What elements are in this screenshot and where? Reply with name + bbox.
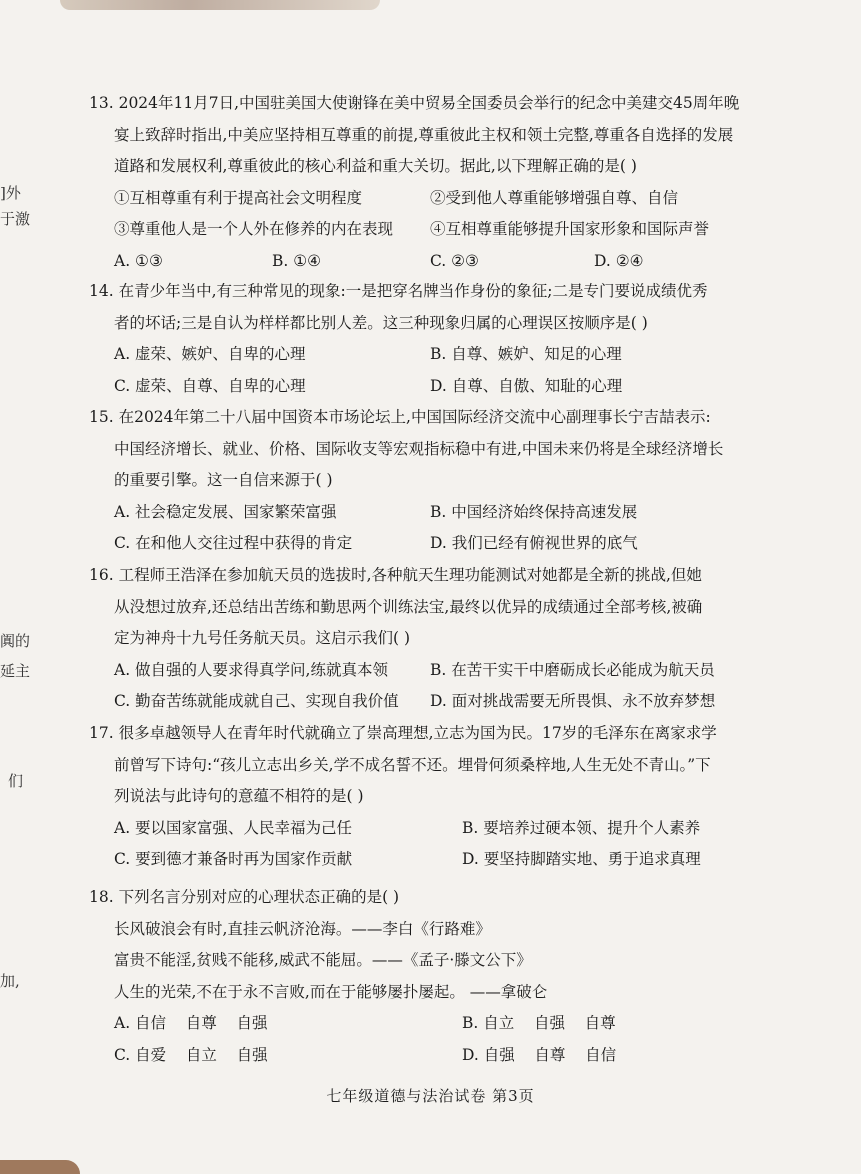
- question-stem-line: 的重要引擎。这一自信来源于( ): [114, 471, 333, 489]
- option-c: C. 虚荣、自尊、自卑的心理: [114, 376, 306, 395]
- question-18: [89, 882, 739, 1071]
- option-c: C. 要到德才兼备时再为国家作贡献: [114, 850, 353, 868]
- option-b: B. 在苦干实干中磨砺成长必能成为航天员: [430, 660, 715, 679]
- question-stem-line: 前曾写下诗句:“孩儿立志出乡关,学不成名誓不还。埋骨何须桑梓地,人生无处不青山。”下: [114, 755, 711, 774]
- question-stem-line: 列说法与此诗句的意蕴不相符的是( ): [114, 787, 364, 805]
- statement-2: ②受到他人尊重能够增强自尊、自信: [430, 188, 679, 207]
- margin-fragment: 们: [8, 772, 24, 790]
- question-stem-line: 14. 在青少年当中,有三种常见的现象:一是把穿名牌当作身份的象征;二是专门要说成绩优秀: [89, 282, 708, 300]
- question-stem-line: 道路和发展权利,尊重彼此的核心利益和重大关切。据此,以下理解正确的是( ): [114, 157, 637, 175]
- question-stem-line: 13. 2024年11月7日,中国驻美国大使谢锋在美中贸易全国委员会举行的纪念中美建交45周年晚: [89, 94, 740, 112]
- option-b: B. 中国经济始终保持高速发展: [430, 502, 638, 521]
- quote-line: 人生的光荣,不在于永不言败,而在于能够屡扑屡起。 ——拿破仑: [114, 982, 548, 1001]
- question-stem-line: 宴上致辞时指出,中美应坚持相互尊重的前提,尊重彼此主权和领土完整,尊重各自选择的发展: [114, 125, 734, 144]
- option-a: A. 做自强的人要求得真学问,练就真本领: [114, 660, 388, 679]
- option-a: A. 社会稳定发展、国家繁荣富强: [114, 502, 337, 521]
- paper-edge-shadow: [60, 0, 380, 10]
- margin-fragment: 延主: [0, 662, 31, 680]
- page-footer: 七年级道德与法治试卷 第3页: [326, 1087, 535, 1105]
- question-stem-line: 从没想过放弃,还总结出苦练和勤思两个训练法宝,最终以优异的成绩通过全部考核,被确: [114, 597, 703, 616]
- option-d: D. 要坚持脚踏实地、勇于追求真理: [462, 850, 701, 868]
- quote-line: 长风破浪会有时,直挂云帆济沧海。——李白《行路难》: [114, 919, 491, 938]
- quote-line: 富贵不能淫,贫贱不能移,威武不能屈。——《孟子·滕文公下》: [114, 951, 532, 969]
- option-c: C. ②③: [430, 251, 479, 270]
- option-b: B. 要培养过硬本领、提升个人素养: [462, 818, 701, 837]
- option-d: D. 面对挑战需要无所畏惧、永不放弃梦想: [430, 692, 716, 710]
- option-d: D. 自强 自尊 自信: [462, 1045, 617, 1064]
- option-d: D. 我们已经有俯视世界的底气: [430, 534, 638, 552]
- question-17: [89, 718, 739, 876]
- statement-1: ①互相尊重有利于提高社会文明程度: [114, 188, 363, 207]
- margin-fragment: 加,: [0, 972, 20, 990]
- question-13: [89, 88, 739, 277]
- question-stem-line: 16. 工程师王浩泽在参加航天员的选拔时,各种航天生理功能测试对她都是全新的挑战,但她: [89, 566, 702, 584]
- question-16: [89, 560, 739, 718]
- question-stem-line: 者的坏话;三是自认为样样都比别人差。这三种现象归属的心理误区按顺序是( ): [114, 313, 648, 332]
- option-a: A. 要以国家富强、人民幸福为己任: [114, 818, 353, 837]
- option-c: C. 自爱 自立 自强: [114, 1045, 268, 1064]
- question-15: [89, 402, 739, 560]
- question-stem-line: 17. 很多卓越领导人在青年时代就确立了崇高理想,立志为国为民。17岁的毛泽东在离家求学: [89, 724, 717, 742]
- option-d: D. 自尊、自傲、知耻的心理: [430, 376, 623, 395]
- statement-4: ④互相尊重能够提升国家形象和国际声誉: [430, 220, 710, 238]
- option-a: A. ①③: [114, 251, 163, 270]
- option-c: C. 勤奋苦练就能成就自己、实现自我价值: [114, 692, 399, 710]
- option-a: A. 虚荣、嫉妒、自卑的心理: [114, 345, 306, 363]
- option-b: B. ①④: [272, 251, 322, 270]
- question-stem-line: 定为神舟十九号任务航天员。这启示我们( ): [114, 629, 411, 647]
- option-c: C. 在和他人交往过程中获得的肯定: [114, 534, 353, 552]
- paper-corner-shadow: [0, 1160, 80, 1174]
- question-stem-line: 18. 下列名言分别对应的心理状态正确的是( ): [89, 888, 400, 906]
- margin-fragment: ]外: [0, 184, 21, 202]
- option-b: B. 自尊、嫉妒、知足的心理: [430, 345, 622, 363]
- option-a: A. 自信 自尊 自强: [114, 1014, 268, 1032]
- option-b: B. 自立 自强 自尊: [462, 1014, 616, 1032]
- statement-3: ③尊重他人是一个人外在修养的内在表现: [114, 220, 394, 238]
- option-d: D. ②④: [594, 251, 644, 270]
- question-stem-line: 15. 在2024年第二十八届中国资本市场论坛上,中国国际经济交流中心副理事长宁吉喆表示:: [89, 408, 711, 426]
- question-14: [89, 276, 739, 402]
- margin-fragment: 于激: [0, 210, 31, 228]
- margin-fragment: 阗的: [0, 632, 31, 650]
- question-stem-line: 中国经济增长、就业、价格、国际收支等宏观指标稳中有进,中国未来仍将是全球经济增长: [114, 439, 724, 458]
